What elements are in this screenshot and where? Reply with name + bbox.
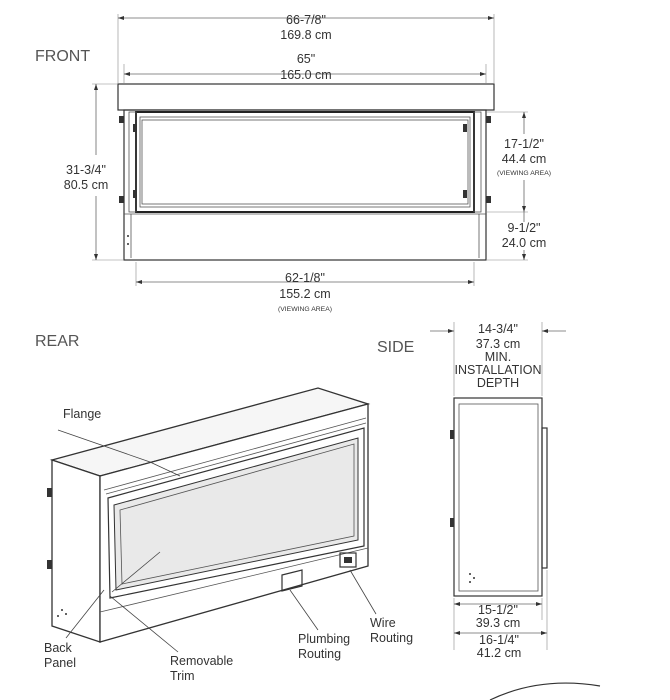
overall-width-in: 66-7/8" xyxy=(286,13,326,27)
label-wire-1: Wire xyxy=(370,616,396,630)
label-plumbing-2: Routing xyxy=(298,647,342,661)
label-trim-2: Trim xyxy=(170,669,195,683)
overall-depth-in: 16-1/4" xyxy=(479,633,519,647)
viewing-width-cm: 155.2 cm xyxy=(279,287,331,301)
label-wire-2: Routing xyxy=(370,631,414,645)
install-depth-line3: DEPTH xyxy=(476,376,520,390)
install-depth-line2: INSTALLATION xyxy=(454,363,542,377)
body-width-in: 65" xyxy=(296,52,316,66)
label-plumbing-1: Plumbing xyxy=(298,632,351,646)
dim-overall-depth xyxy=(454,631,547,660)
install-depth-in: 14-3/4" xyxy=(478,322,518,336)
label-back-panel-1: Back xyxy=(44,641,72,655)
side-view-drawing xyxy=(450,398,547,596)
viewing-height-note: (VIEWING AREA) xyxy=(496,170,552,177)
rear-view-label: REAR xyxy=(35,333,80,350)
height-cm: 80.5 cm xyxy=(63,178,109,192)
body-width-cm: 165.0 cm xyxy=(280,68,332,82)
viewing-width-note: (VIEWING AREA) xyxy=(277,306,333,313)
label-flange: Flange xyxy=(63,407,102,421)
install-depth-line1: MIN. xyxy=(484,350,512,364)
side-view-label: SIDE xyxy=(377,339,415,356)
dim-install-depth xyxy=(430,322,566,396)
corner-arc-decoration xyxy=(490,683,600,700)
overall-depth-cm: 41.2 cm xyxy=(476,646,522,660)
dim-body-width xyxy=(124,52,486,84)
base-height-in: 9-1/2" xyxy=(507,221,541,235)
front-view-drawing xyxy=(118,84,494,260)
dim-base-height xyxy=(486,212,546,260)
rear-view-drawing xyxy=(47,388,368,642)
install-depth-cm: 37.3 cm xyxy=(475,337,521,351)
overall-width-cm: 169.8 cm xyxy=(280,28,332,42)
viewing-height-in: 17-1/2" xyxy=(504,137,544,151)
dim-height xyxy=(64,84,124,260)
depth-in: 15-1/2" xyxy=(478,603,518,617)
front-view-label: FRONT xyxy=(35,48,91,65)
viewing-height-cm: 44.4 cm xyxy=(501,152,547,166)
label-back-panel-2: Panel xyxy=(44,656,76,670)
depth-cm: 39.3 cm xyxy=(475,616,521,630)
viewing-width-in: 62-1/8" xyxy=(285,271,325,285)
label-trim-1: Removable xyxy=(170,654,234,668)
height-in: 31-3/4" xyxy=(66,163,106,177)
dim-viewing-height xyxy=(486,112,551,212)
dim-viewing-width xyxy=(136,262,474,313)
base-height-cm: 24.0 cm xyxy=(501,236,547,250)
